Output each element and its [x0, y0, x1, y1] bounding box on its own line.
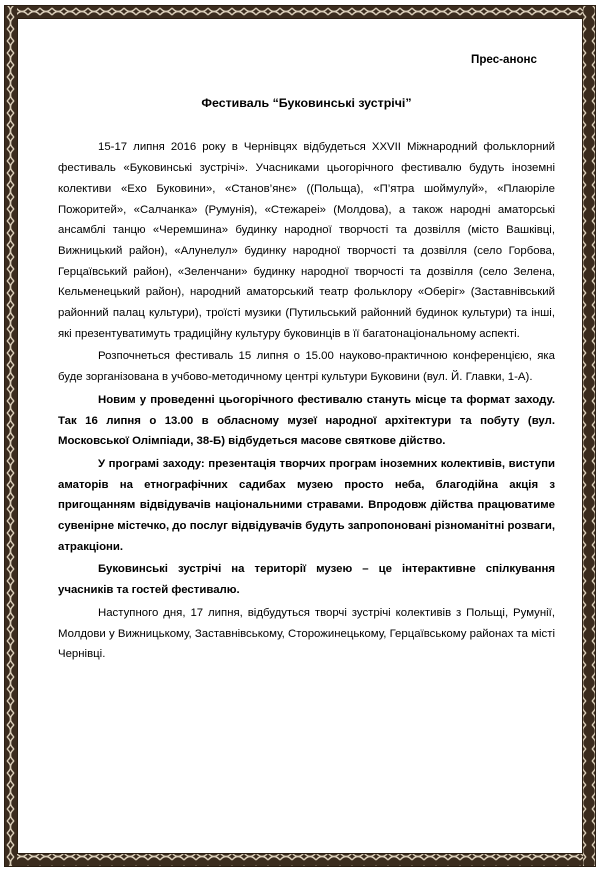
- paragraph-4: У програмі заходу: презентація творчих програм іноземних колективів, виступи аматорів на етнографічних садибах музею просто неба, благодійна акція з пригощанням відвідувачів національними стравами. Впродовж дійства працюватиме сувенірне містечко, до послуг відвідувачів будуть запропоновані різноманітні розваги, атракціони.: [58, 457, 555, 553]
- paragraph-3: Новим у проведенні цьогорічного фестивалю стануть місце та формат заходу. Так 16 липня о 13.00 в обласному музеї народної архітектури та побуту (вул. Московської Олімпіади, 38-Б) відбудеться масове святкове дійство.: [58, 393, 555, 448]
- document-title: Фестиваль “Буковинські зустрічі”: [201, 95, 412, 110]
- paragraph-5: Буковинські зустрічі на території музею – це інтерактивне спілкування учасників та гостей фестивалю.: [58, 563, 555, 597]
- paragraph-2: Розпочнеться фестиваль 15 липня о 15.00 науково-практичною конференцією, яка буде зорганізована в учбово-методичному центрі культури Буковини (вул. Й. Главки, 1-А).: [58, 350, 555, 384]
- paragraph-1: 15-17 липня 2016 року в Чернівцях відбудеться XXVII Міжнародний фольклорний фестиваль «Буковинські зустрічі». Учасниками цьогорічного фестивалю будуть іноземні колективи «Ехо Буковини», «Станов’янє» ((Польща), «П’ятра шоймулуй», «Плаюріле Пожоритей», «Салчанка» (Румунія), «Стежареі» (Молдова), а також народні аматорські ансамблі танцю «Черемшина» будинку народної творчості та дозвілля (місто Вашківці, Вижницький район), «Алунелул» будинку народної творчості та дозвілля (село Горбова, Герцаївський район), «Зеленчани» будинку народної творчості та дозвілля (село Зелена, Кельменецький район), народний аматорський театр фольклору «Оберіг» (Заставнівський районний палац культури), троїсті музики (Путильський районний будинок культури) та інші, які презентуватимуть традиційну культуру буковинців в її багатонаціональному аспекті.: [58, 141, 555, 340]
- document-page: [58, 40, 555, 665]
- paragraph-6: Наступного дня, 17 липня, відбудуться творчі зустрічі колективів з Польщі, Румунії, Молдови у Вижницькому, Заставнівському, Сторожинецькому, Герцаївському районах та місті Чернівці.: [58, 606, 555, 661]
- press-announcement-label: Прес-анонс: [470, 53, 537, 66]
